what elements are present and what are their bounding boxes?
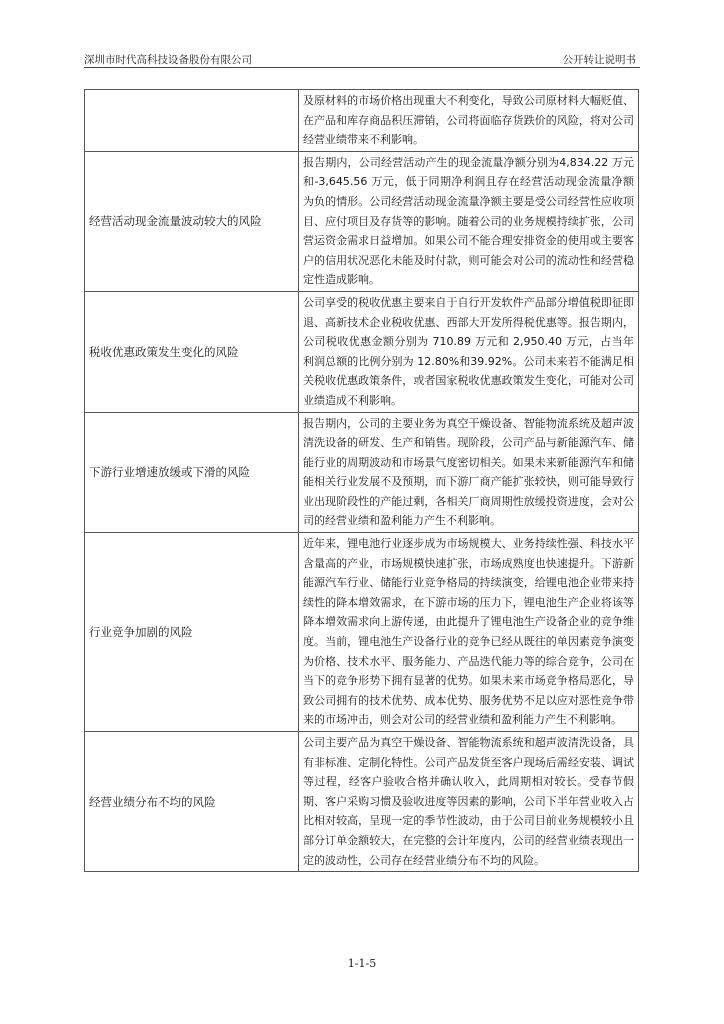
document-title: 公开转让说明书	[562, 54, 636, 66]
table-row	[85, 732, 639, 872]
risk-name: 经营业绩分布不均的风险	[85, 732, 299, 872]
header-divider	[84, 67, 640, 68]
page-header	[84, 50, 640, 68]
risk-description: 及原材料的市场价格出现重大不利变化，导致公司原材料大幅贬值、在产品和库存商品积压滞销，公司将面临存货跌价的风险，将对公司经营业绩带来不利影响。	[299, 90, 639, 152]
risk-name: 税收优惠政策发生变化的风险	[85, 291, 299, 412]
risk-table	[84, 89, 639, 872]
table-row	[85, 90, 639, 152]
risk-description: 公司享受的税收优惠主要来自于自行开发软件产品部分增值税即征即退、高新技术企业税收优惠、西部大开发所得税优惠等。报告期内，公司税收优惠金额分别为 710.89 万元和 2,950.40 万元，占当年利润总额的比例分别为 12.80%和39.92%。公司未来若不能满足相关税收优惠政策条件，或者国家税收优惠政策发生变化，可能对公司业绩造成不利影响。	[299, 291, 639, 412]
risk-description: 公司主要产品为真空干燥设备、智能物流系统和超声波清洗设备，具有非标准、定制化特性。公司产品发货至客户现场后需经安装、调试等过程，经客户验收合格并确认收入，此周期相对较长。受春节假期、客户采购习惯及验收进度等因素的影响，公司下半年营业收入占比相对较高，呈现一定的季节性波动，由于公司目前业务规模较小且部分订单金额较大，在完整的会计年度内，公司的经营业绩表现出一定的波动性，公司存在经营业绩分布不均的风险。	[299, 732, 639, 872]
table-row	[85, 291, 639, 412]
risk-name: 行业竞争加剧的风险	[85, 533, 299, 732]
company-name: 深圳市时代高科技设备股份有限公司	[84, 54, 252, 66]
risk-name: 经营活动现金流量波动较大的风险	[85, 151, 299, 291]
table-row	[85, 151, 639, 291]
table-row	[85, 533, 639, 732]
table-row	[85, 412, 639, 533]
risk-name	[85, 90, 299, 152]
risk-description: 报告期内，公司经营活动产生的现金流量净额分别为4,834.22 万元和-3,645.56 万元，低于同期净利润且存在经营活动现金流量净额为负的情形。公司经营活动现金流量净额主要是受公司经营性应收项目、应付项目及存货等的影响。随着公司的业务规模持续扩张，公司营运资金需求日益增加。如果公司不能合理安排资金的使用或主要客户的信用状况恶化未能及时付款，则可能会对公司的流动性和经营稳定性造成影响。	[299, 151, 639, 291]
risk-description: 报告期内，公司的主要业务为真空干燥设备、智能物流系统及超声波清洗设备的研发、生产和销售。现阶段，公司产品与新能源汽车、储能行业的周期波动和市场景气度密切相关。如果未来新能源汽车和储能相关行业发展不及预期，而下游厂商产能扩张较快，则可能导致行业出现阶段性的产能过剩，各相关厂商周期性放缓投资进度，会对公司的经营业绩和盈利能力产生不利影响。	[299, 412, 639, 533]
risk-description: 近年来，锂电池行业逐步成为市场规模大、业务持续性强、科技水平含量高的产业，市场规模快速扩张，市场成熟度也快速提升。下游新能源汽车行业、储能行业竞争格局的持续演变，给锂电池企业带来持续性的降本增效需求，在下游市场的压力下，锂电池生产企业将该等降本增效需求向上游传递，由此提升了锂电池生产设备企业的竞争维度。当前，锂电池生产设备行业的竞争已经从既往的单因素竞争演变为价格、技术水平、服务能力、产品迭代能力等的综合竞争，公司在当下的竞争形势下拥有显著的优势。如果未来市场竞争格局恶化，导致公司拥有的技术优势、成本优势、服务优势不足以应对恶性竞争带来的市场冲击，则会对公司的经营业绩和盈利能力产生不利影响。	[299, 533, 639, 732]
risk-name: 下游行业增速放缓或下滑的风险	[85, 412, 299, 533]
page-number: 1-1-5	[347, 957, 377, 970]
